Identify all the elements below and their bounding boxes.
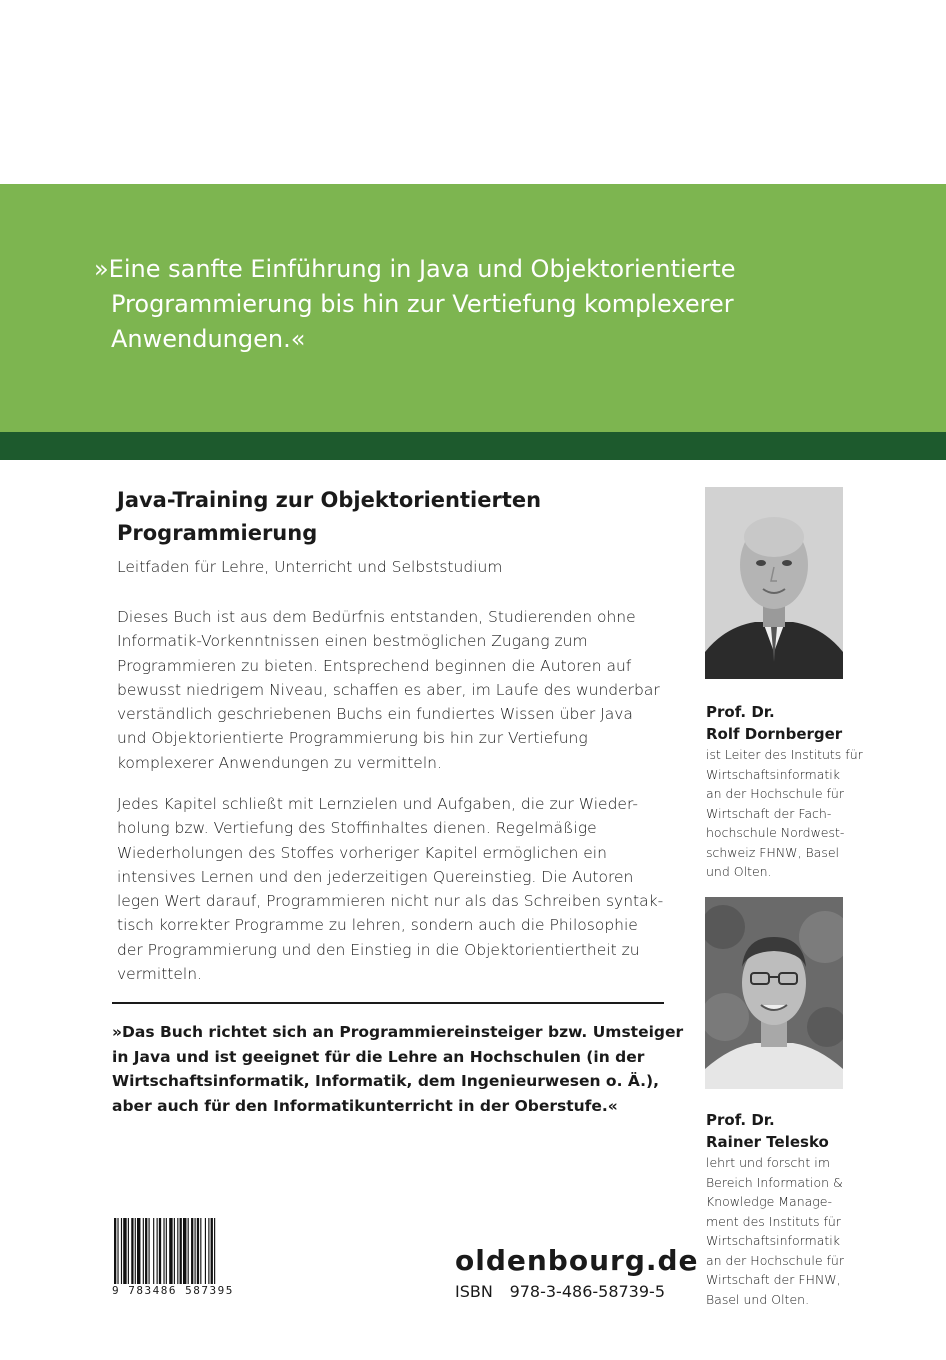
barcode-bar (131, 1218, 133, 1284)
text-line: Knowledge Manage- (706, 1194, 832, 1209)
barcode-bar (163, 1218, 164, 1284)
barcode-bar (208, 1218, 209, 1284)
text-line: Wiederholungen des Stoffes vorheriger Kapitel ermöglichen ein (117, 843, 607, 862)
barcode-bar (197, 1218, 199, 1284)
text-line: Jedes Kapitel schließt mit Lernzielen und Aufgaben, die zur Wieder- (117, 795, 638, 813)
isbn-barcode (112, 1218, 262, 1286)
text-line: ment des Instituts für (706, 1213, 841, 1229)
text-line: hochschule Nordwest- (706, 825, 845, 840)
author-name: Prof. Dr. (706, 1111, 775, 1129)
divider-rule (112, 1002, 664, 1004)
text-line: lehrt und forscht im (706, 1155, 830, 1170)
text-line: Wirtschaftsinformatik, Informatik, dem Ingenieurwesen o. Ä.), (112, 1072, 660, 1090)
text-line: intensives Lernen und den jederzeitigen Quereinstieg. Die Autoren (117, 867, 634, 886)
author-block-dornberger (706, 701, 876, 882)
barcode-bar (121, 1218, 122, 1284)
text-line: Informatik-Vorkenntnissen einen bestmöglichen Zugang zum (117, 632, 588, 651)
text-line: der Programmierung und den Einstieg in die Objektorientiertheit zu (117, 940, 640, 959)
author-name: Rainer Telesko (706, 1133, 829, 1151)
barcode-bar (191, 1218, 193, 1284)
text-line: legen Wert darauf, Programmieren nicht nur als das Schreiben syntak- (117, 892, 664, 911)
portrait-illustration (705, 897, 843, 1089)
barcode-bar (205, 1218, 206, 1284)
barcode-bar (183, 1218, 186, 1284)
barcode-bar (169, 1218, 172, 1284)
book-subtitle: Leitfaden für Lehre, Unterricht und Selbststudium (117, 558, 503, 576)
text-line: vermitteln. (117, 965, 202, 984)
text-line: tisch korrekter Programme zu lehren, sondern auch die Philosophie (117, 916, 638, 935)
publisher-website: oldenbourg.de (455, 1244, 699, 1277)
barcode-bar (137, 1218, 140, 1284)
author-bio (706, 1153, 876, 1309)
text-line: schweiz FHNW, Basel (706, 844, 839, 860)
author-name: Prof. Dr. (706, 703, 775, 721)
text-line: Wirtschaft der Fach- (706, 805, 832, 821)
text-line: bewusst niedrigem Niveau, schaffen es aber, im Laufe des wunderbar (117, 680, 660, 699)
text-line: an der Hochschule für (706, 786, 844, 801)
text-line: in Java und ist geeignet für die Lehre an Hochschulen (in der (112, 1047, 645, 1066)
barcode-bar (214, 1218, 215, 1284)
barcode-bar (211, 1218, 213, 1284)
audience-quote (112, 1020, 682, 1118)
book-title (117, 484, 677, 550)
text-line: holung bzw. Vertiefung des Stoffinhaltes dienen. Regelmäßige (117, 819, 597, 838)
text-line: Basel und Olten. (706, 1291, 810, 1307)
author-photo-dornberger (705, 487, 843, 679)
text-line: Dieses Buch ist aus dem Bedürfnis entstanden, Studierenden ohne (117, 608, 636, 626)
barcode-bar (195, 1218, 196, 1284)
barcode-bar (174, 1218, 175, 1284)
barcode-bar (177, 1218, 178, 1284)
text-line: Wirtschaftsinformatik (706, 1233, 840, 1248)
text-line: Wirtschaftsinformatik (706, 766, 840, 782)
barcode-digits: 9 783486 587395 (112, 1284, 234, 1297)
barcode-bar (180, 1218, 182, 1284)
text-line: und Olten. (706, 864, 772, 879)
author-name: Rolf Dornberger (706, 725, 843, 743)
text-line: aber auch für den Informatikunterricht in der Oberstufe.« (112, 1096, 618, 1115)
book-title-line: Programmierung (117, 521, 318, 545)
cover-quote-line: »Eine sanfte Einführung in Java und Objektorientierte (94, 255, 736, 283)
text-line: Programmieren zu bieten. Entsprechend beginnen die Autoren auf (117, 656, 632, 675)
author-photo-telesko (705, 897, 843, 1089)
dark-green-stripe (0, 432, 946, 460)
isbn-number: 978-3-486-58739-5 (509, 1282, 665, 1301)
portrait-illustration (705, 487, 843, 679)
text-line: und Objektorientierte Programmierung bis hin zur Vertiefung (117, 729, 588, 748)
text-line: Wirtschaft der FHNW, (706, 1272, 841, 1287)
barcode-bar (117, 1218, 118, 1284)
barcode-bar (157, 1218, 158, 1284)
text-line: ist Leiter des Instituts für (706, 747, 863, 762)
text-line: »Das Buch richtet sich an Programmiereinsteiger bzw. Umsteiger (112, 1023, 684, 1041)
cover-quote (94, 252, 874, 357)
text-line: komplexerer Anwendungen zu vermitteln. (117, 753, 442, 772)
barcode-bar (145, 1218, 147, 1284)
barcode-bar (128, 1218, 129, 1284)
barcode-bar (114, 1218, 116, 1284)
isbn-line (455, 1282, 665, 1301)
text-line: Bereich Information & (706, 1174, 843, 1190)
barcode-bar (135, 1218, 136, 1284)
book-title-line: Java-Training zur Objektorientierten (117, 488, 542, 512)
barcode-bar (153, 1218, 154, 1284)
text-line: verständlich geschriebenen Buchs ein fundiertes Wissen über Java (117, 705, 633, 724)
description-paragraph-1 (117, 605, 677, 775)
author-bio (706, 745, 876, 882)
barcode-bar (159, 1218, 161, 1284)
barcode-bar (188, 1218, 189, 1284)
barcode-bar (149, 1218, 150, 1284)
cover-quote-line: Programmierung bis hin zur Vertiefung komplexerer (111, 290, 734, 318)
author-block-telesko (706, 1109, 876, 1309)
barcode-bar (123, 1218, 126, 1284)
barcode-bar (166, 1218, 167, 1284)
isbn-label: ISBN (455, 1282, 493, 1301)
barcode-bar (200, 1218, 201, 1284)
cover-quote-line: Anwendungen.« (111, 325, 306, 353)
description-paragraph-2 (117, 792, 677, 986)
barcode-bar (143, 1218, 144, 1284)
text-line: an der Hochschule für (706, 1252, 844, 1268)
